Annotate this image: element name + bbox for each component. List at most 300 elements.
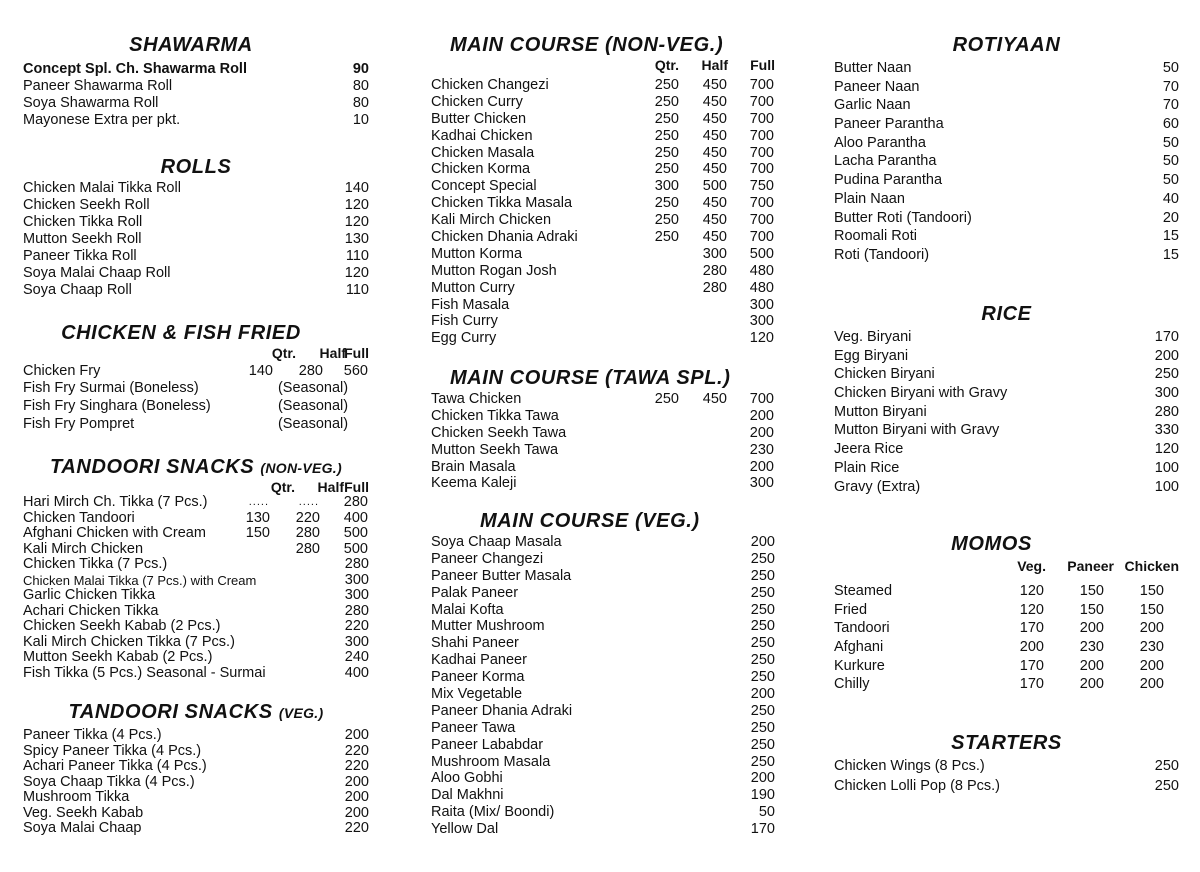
list-item xyxy=(23,78,369,95)
price-qtr: ..... xyxy=(248,496,269,508)
price-veg: 170 xyxy=(1019,657,1044,674)
item-price: 200 xyxy=(344,727,369,743)
section-title xyxy=(23,455,369,479)
item-name: Plain Rice xyxy=(834,459,900,476)
section-rice xyxy=(834,302,1179,496)
item-name: Chicken Tikka Roll xyxy=(23,214,143,230)
item-price: 220 xyxy=(344,758,369,774)
item-name: Dal Makhni xyxy=(431,787,504,804)
list-item xyxy=(23,495,369,511)
list-item xyxy=(431,686,775,703)
price-chicken: 200 xyxy=(1139,657,1164,674)
item-price: 200 xyxy=(1154,347,1179,364)
price-half: 450 xyxy=(702,144,727,161)
list-item xyxy=(23,542,369,558)
item-price: 80 xyxy=(352,78,369,94)
list-item xyxy=(23,744,369,760)
item-name: Chicken Curry xyxy=(431,93,523,110)
item-name: Butter Naan xyxy=(834,60,912,76)
column-headers xyxy=(23,345,369,363)
section-main-course-tawa xyxy=(431,366,775,492)
list-item xyxy=(23,180,369,197)
item-price: 250 xyxy=(750,618,775,635)
list-item xyxy=(431,475,775,492)
list-item xyxy=(431,804,775,821)
item-price: 140 xyxy=(344,180,369,196)
list-item xyxy=(431,145,775,162)
price-qtr: 250 xyxy=(654,229,679,246)
price-half: 450 xyxy=(702,391,727,407)
list-item xyxy=(431,551,775,568)
price-half: 280 xyxy=(702,279,727,296)
item-price: 250 xyxy=(750,753,775,770)
section-title: CHICKEN & FISH FRIED xyxy=(61,322,301,344)
item-price: 70 xyxy=(1162,78,1179,95)
list-item xyxy=(431,178,775,195)
section-momos xyxy=(834,532,1179,694)
item-name: Tandoori xyxy=(834,620,890,637)
item-name: Soya Chaap Roll xyxy=(23,282,132,298)
list-item xyxy=(23,265,369,282)
section-tandoori-nonveg xyxy=(23,455,369,681)
item-name: Chicken Changezi xyxy=(431,77,549,93)
item-name: Chicken Malai Tikka (7 Pcs.) with Cream xyxy=(23,572,257,588)
item-price: 15 xyxy=(1162,228,1179,245)
item-price: 80 xyxy=(352,95,369,111)
list-item xyxy=(834,757,1179,777)
item-name: Kali Mirch Chicken xyxy=(23,540,144,557)
item-price: 250 xyxy=(750,601,775,618)
item-price: 330 xyxy=(1154,422,1179,439)
item-name: Afghani xyxy=(834,639,884,656)
section-shawarma xyxy=(23,33,369,129)
header-qtr: Qtr. xyxy=(271,345,296,361)
item-name: Keema Kaleji xyxy=(431,475,517,492)
item-price: 120 xyxy=(344,197,369,213)
list-item xyxy=(23,416,369,434)
section-title: SHAWARMA xyxy=(129,34,253,56)
item-price: 280 xyxy=(1154,403,1179,420)
list-item xyxy=(834,619,1179,638)
section-title: MAIN COURSE (NON-VEG.) xyxy=(450,34,724,56)
item-name: Mix Vegetable xyxy=(431,686,523,703)
list-item xyxy=(834,601,1179,620)
list-item xyxy=(431,635,775,652)
list-item xyxy=(23,61,369,78)
item-price: 50 xyxy=(1162,153,1179,170)
title-main: TANDOORI SNACKS xyxy=(68,701,273,723)
section-main-course-nonveg xyxy=(431,33,775,347)
item-price: 400 xyxy=(344,664,369,681)
list-item xyxy=(431,297,775,314)
price-full: 700 xyxy=(749,212,774,229)
list-item xyxy=(431,229,775,246)
item-price: 15 xyxy=(1162,246,1179,263)
price-full: 500 xyxy=(343,525,368,541)
item-price: 10 xyxy=(352,112,369,128)
list-item xyxy=(834,227,1179,246)
header-chicken: Chicken xyxy=(1124,558,1179,574)
item-price: 120 xyxy=(344,265,369,281)
item-name: Chicken Malai Tikka Roll xyxy=(23,180,181,196)
item-name: Paneer Changezi xyxy=(431,550,544,567)
item-price: 200 xyxy=(750,770,775,787)
header-full: Full xyxy=(344,479,369,495)
item-price: 50 xyxy=(1162,60,1179,76)
item-name: Afghani Chicken with Cream xyxy=(23,525,206,541)
list-item xyxy=(834,152,1179,171)
item-price: 250 xyxy=(750,635,775,652)
list-item xyxy=(834,384,1179,403)
column-headers xyxy=(431,57,775,77)
price-half: ..... xyxy=(298,496,319,508)
item-name: Chilly xyxy=(834,676,870,693)
list-item xyxy=(431,425,775,442)
item-name: Paneer Dhania Adraki xyxy=(431,702,573,719)
list-item xyxy=(23,821,369,837)
list-item xyxy=(431,195,775,212)
item-name: Mutton Biryani xyxy=(834,403,927,420)
item-price: 120 xyxy=(344,214,369,230)
item-price: 220 xyxy=(344,742,369,759)
item-name: Palak Paneer xyxy=(431,584,519,601)
price-full: 700 xyxy=(749,93,774,110)
list-item xyxy=(23,806,369,822)
item-price: 240 xyxy=(344,649,369,665)
item-price: 250 xyxy=(750,702,775,719)
list-item xyxy=(431,459,775,476)
price-full: 500 xyxy=(343,540,368,557)
header-full: Full xyxy=(344,345,369,361)
item-price: 60 xyxy=(1162,116,1179,133)
item-name: Paneer Parantha xyxy=(834,116,944,133)
price-half: 450 xyxy=(702,93,727,110)
item-name: Chicken Biryani with Gravy xyxy=(834,385,1008,402)
price-full: 300 xyxy=(749,313,774,330)
item-price: 300 xyxy=(344,633,369,650)
list-item xyxy=(431,787,775,804)
item-name: Chicken Tandoori xyxy=(23,509,135,526)
item-price: 280 xyxy=(344,556,369,572)
list-item xyxy=(431,585,775,602)
header-qtr: Qtr. xyxy=(270,479,295,495)
item-name: Paneer Butter Masala xyxy=(431,567,572,584)
item-price: 50 xyxy=(1162,134,1179,151)
item-name: Chicken Lolli Pop (8 Pcs.) xyxy=(834,777,1001,794)
item-price: 200 xyxy=(750,534,775,550)
item-price: 50 xyxy=(1162,172,1179,189)
price-chicken: 200 xyxy=(1139,620,1164,637)
price-qtr: 250 xyxy=(654,144,679,161)
item-name: Spicy Paneer Tikka (4 Pcs.) xyxy=(23,742,202,759)
item-name: Jeera Rice xyxy=(834,441,904,458)
price-full: 750 xyxy=(749,178,774,195)
list-item xyxy=(431,754,775,771)
item-list xyxy=(23,495,369,681)
item-name: Roti (Tandoori) xyxy=(834,246,930,263)
item-name: Mutter Mushroom xyxy=(431,618,545,635)
item-name: Aloo Gobhi xyxy=(431,770,503,787)
item-name: Butter Roti (Tandoori) xyxy=(834,209,972,226)
price-half: 280 xyxy=(295,525,320,541)
item-price: 200 xyxy=(344,789,369,805)
price-half: 280 xyxy=(702,262,727,279)
price-veg: 170 xyxy=(1019,620,1044,637)
item-name: Paneer Lababdar xyxy=(431,736,544,753)
item-name: Paneer Tikka Roll xyxy=(23,248,137,264)
item-price: 250 xyxy=(750,652,775,669)
item-name: Yellow Dal xyxy=(431,821,499,838)
item-name: Malai Kofta xyxy=(431,601,504,618)
item-name: Chicken Biryani xyxy=(834,366,935,383)
item-name: Kali Mirch Chicken xyxy=(431,212,552,229)
price-full: 300 xyxy=(749,475,774,492)
list-item xyxy=(834,171,1179,190)
price-qtr: 130 xyxy=(245,509,270,526)
item-price: 250 xyxy=(750,550,775,567)
list-item xyxy=(23,790,369,806)
list-item xyxy=(23,635,369,651)
list-item xyxy=(834,459,1179,478)
item-name: Chicken Tikka Tawa xyxy=(431,407,559,424)
price-half: 280 xyxy=(298,363,323,379)
list-item xyxy=(23,619,369,635)
price-half: 280 xyxy=(295,540,320,557)
item-name: Mutton Biryani with Gravy xyxy=(834,422,1000,439)
price-chicken: 150 xyxy=(1139,601,1164,618)
price-qtr: 250 xyxy=(654,195,679,212)
price-half: 450 xyxy=(702,77,727,93)
item-price: 90 xyxy=(352,61,369,77)
item-name: Kadhai Paneer xyxy=(431,652,527,669)
price-veg: 120 xyxy=(1019,583,1044,599)
section-starters xyxy=(834,731,1179,796)
item-name: Paneer Tawa xyxy=(431,719,516,736)
price-qtr: 250 xyxy=(654,110,679,127)
item-list xyxy=(23,728,369,837)
section-title: MAIN COURSE (TAWA SPL.) xyxy=(450,367,731,389)
price-qtr: 250 xyxy=(654,391,679,407)
price-full: 700 xyxy=(749,195,774,212)
price-half: 500 xyxy=(702,178,727,195)
item-name: Steamed xyxy=(834,583,893,599)
list-item xyxy=(23,666,369,682)
list-item xyxy=(431,313,775,330)
item-name: Chicken Masala xyxy=(431,144,535,161)
item-name: Chicken Korma xyxy=(431,161,531,178)
price-full: 300 xyxy=(749,296,774,313)
item-name: Fish Fry Pompret xyxy=(23,416,135,432)
list-item xyxy=(431,442,775,459)
item-name: Kali Mirch Chicken Tikka (7 Pcs.) xyxy=(23,633,235,650)
item-name: Fish Masala xyxy=(431,296,510,313)
seasonal-note: (Seasonal) xyxy=(277,380,349,396)
list-item xyxy=(431,568,775,585)
item-name: Mutton Curry xyxy=(431,279,515,296)
item-price: 110 xyxy=(345,282,369,298)
item-name: Garlic Naan xyxy=(834,97,911,114)
item-price: 220 xyxy=(344,820,369,836)
item-price: 250 xyxy=(1154,758,1179,774)
item-name: Aloo Parantha xyxy=(834,134,926,151)
item-name: Achari Chicken Tikka xyxy=(23,602,159,619)
item-name: Hari Mirch Ch. Tikka (7 Pcs.) xyxy=(23,494,208,510)
price-qtr: 140 xyxy=(248,363,273,379)
section-title: ROLLS xyxy=(160,156,232,178)
item-price: 190 xyxy=(750,787,775,804)
item-name: Egg Biryani xyxy=(834,347,909,364)
item-name: Pudina Parantha xyxy=(834,172,943,189)
price-half: 450 xyxy=(702,110,727,127)
item-price: 100 xyxy=(1154,459,1179,476)
list-item xyxy=(834,246,1179,265)
list-item xyxy=(23,112,369,129)
list-item xyxy=(23,557,369,573)
price-half: 450 xyxy=(702,127,727,144)
header-half: Half xyxy=(701,57,728,73)
seasonal-note: (Seasonal) xyxy=(277,416,349,432)
item-name: Soya Shawarma Roll xyxy=(23,95,159,111)
price-half: 220 xyxy=(295,509,320,526)
list-item xyxy=(834,134,1179,153)
price-half: 450 xyxy=(702,212,727,229)
item-list xyxy=(431,391,775,492)
item-name: Fish Fry Singhara (Boneless) xyxy=(23,398,211,414)
item-name: Fried xyxy=(834,601,868,618)
list-item xyxy=(431,737,775,754)
item-name: Egg Curry xyxy=(431,330,497,347)
section-chicken-fish-fried xyxy=(23,321,369,434)
item-name: Butter Chicken xyxy=(431,110,527,127)
list-item xyxy=(834,115,1179,134)
list-item xyxy=(23,650,369,666)
item-name: Concept Spl. Ch. Shawarma Roll xyxy=(23,61,247,77)
list-item xyxy=(431,128,775,145)
price-full: 120 xyxy=(749,330,774,347)
price-full: 700 xyxy=(749,144,774,161)
price-full: 480 xyxy=(749,279,774,296)
price-paneer: 230 xyxy=(1079,639,1104,656)
item-name: Paneer Shawarma Roll xyxy=(23,78,173,94)
price-qtr: 250 xyxy=(654,127,679,144)
item-price: 300 xyxy=(344,571,369,588)
item-name: Soya Malai Chaap xyxy=(23,820,142,836)
list-item xyxy=(23,231,369,248)
list-item xyxy=(834,96,1179,115)
price-qtr: 250 xyxy=(654,93,679,110)
item-name: Mayonese Extra per pkt. xyxy=(23,112,181,128)
list-item xyxy=(23,511,369,527)
item-price: 40 xyxy=(1162,190,1179,207)
item-name: Soya Malai Chaap Roll xyxy=(23,265,171,281)
list-item xyxy=(431,391,775,408)
list-item xyxy=(834,328,1179,347)
list-item xyxy=(431,330,775,347)
item-name: Mutton Korma xyxy=(431,245,523,262)
list-item xyxy=(23,214,369,231)
list-item xyxy=(834,59,1179,78)
item-price: 300 xyxy=(344,587,369,603)
list-item xyxy=(431,770,775,787)
item-price: 130 xyxy=(344,231,369,247)
item-name: Kadhai Chicken xyxy=(431,127,533,144)
price-full: 200 xyxy=(749,407,774,424)
price-full: 480 xyxy=(749,262,774,279)
section-title: STARTERS xyxy=(951,732,1062,754)
price-full: 400 xyxy=(343,509,368,526)
list-item xyxy=(431,94,775,111)
list-item xyxy=(23,363,369,380)
item-name: Mushroom Tikka xyxy=(23,789,130,805)
header-half: Half xyxy=(317,479,344,495)
list-item xyxy=(431,246,775,263)
item-price: 110 xyxy=(345,248,369,264)
item-name: Plain Naan xyxy=(834,190,905,207)
item-name: Chicken Wings (8 Pcs.) xyxy=(834,758,985,774)
list-item xyxy=(23,380,369,398)
header-paneer: Paneer xyxy=(1067,558,1114,574)
item-price: 170 xyxy=(1154,329,1179,345)
price-qtr: 250 xyxy=(654,77,679,93)
item-list xyxy=(834,757,1179,796)
list-item xyxy=(23,95,369,112)
item-name: Chicken Dhania Adraki xyxy=(431,229,578,246)
item-name: Fish Tikka (5 Pcs.) Seasonal - Surmai xyxy=(23,664,266,681)
column-headers xyxy=(834,558,1179,582)
list-item xyxy=(23,197,369,214)
section-title: RICE xyxy=(981,303,1032,325)
header-half: Half xyxy=(319,345,346,361)
list-item xyxy=(834,209,1179,228)
item-name: Mutton Seekh Tawa xyxy=(431,441,559,458)
item-price: 280 xyxy=(344,602,369,619)
price-paneer: 200 xyxy=(1079,676,1104,693)
item-name: Garlic Chicken Tikka xyxy=(23,587,156,603)
price-veg: 170 xyxy=(1019,676,1044,693)
price-veg: 120 xyxy=(1019,601,1044,618)
list-item xyxy=(23,775,369,791)
price-full: 700 xyxy=(749,391,774,407)
item-name: Chicken Fry xyxy=(23,363,101,379)
item-list xyxy=(834,59,1179,265)
list-item xyxy=(23,248,369,265)
price-full: 700 xyxy=(749,161,774,178)
list-item xyxy=(834,777,1179,797)
item-price: 250 xyxy=(1154,777,1179,794)
section-tandoori-veg xyxy=(23,700,369,837)
item-list xyxy=(431,534,775,838)
section-main-course-veg xyxy=(431,509,775,838)
price-full: 700 xyxy=(749,77,774,93)
section-rotiyaan xyxy=(834,33,1179,265)
list-item xyxy=(834,347,1179,366)
item-name: Achari Paneer Tikka (4 Pcs.) xyxy=(23,758,207,774)
item-price: 220 xyxy=(344,618,369,634)
item-price: 300 xyxy=(1154,385,1179,402)
item-name: Chicken Seekh Kabab (2 Pcs.) xyxy=(23,618,221,634)
item-name: Raita (Mix/ Boondi) xyxy=(431,804,555,821)
price-full: 560 xyxy=(343,363,368,379)
item-name: Mutton Seekh Roll xyxy=(23,231,142,247)
item-name: Kurkure xyxy=(834,657,885,674)
price-full: 500 xyxy=(749,245,774,262)
item-name: Veg. Seekh Kabab xyxy=(23,804,144,821)
price-paneer: 200 xyxy=(1079,657,1104,674)
item-price: 100 xyxy=(1154,478,1179,495)
item-price: 120 xyxy=(1154,441,1179,458)
list-item xyxy=(23,588,369,604)
item-list xyxy=(834,582,1179,694)
